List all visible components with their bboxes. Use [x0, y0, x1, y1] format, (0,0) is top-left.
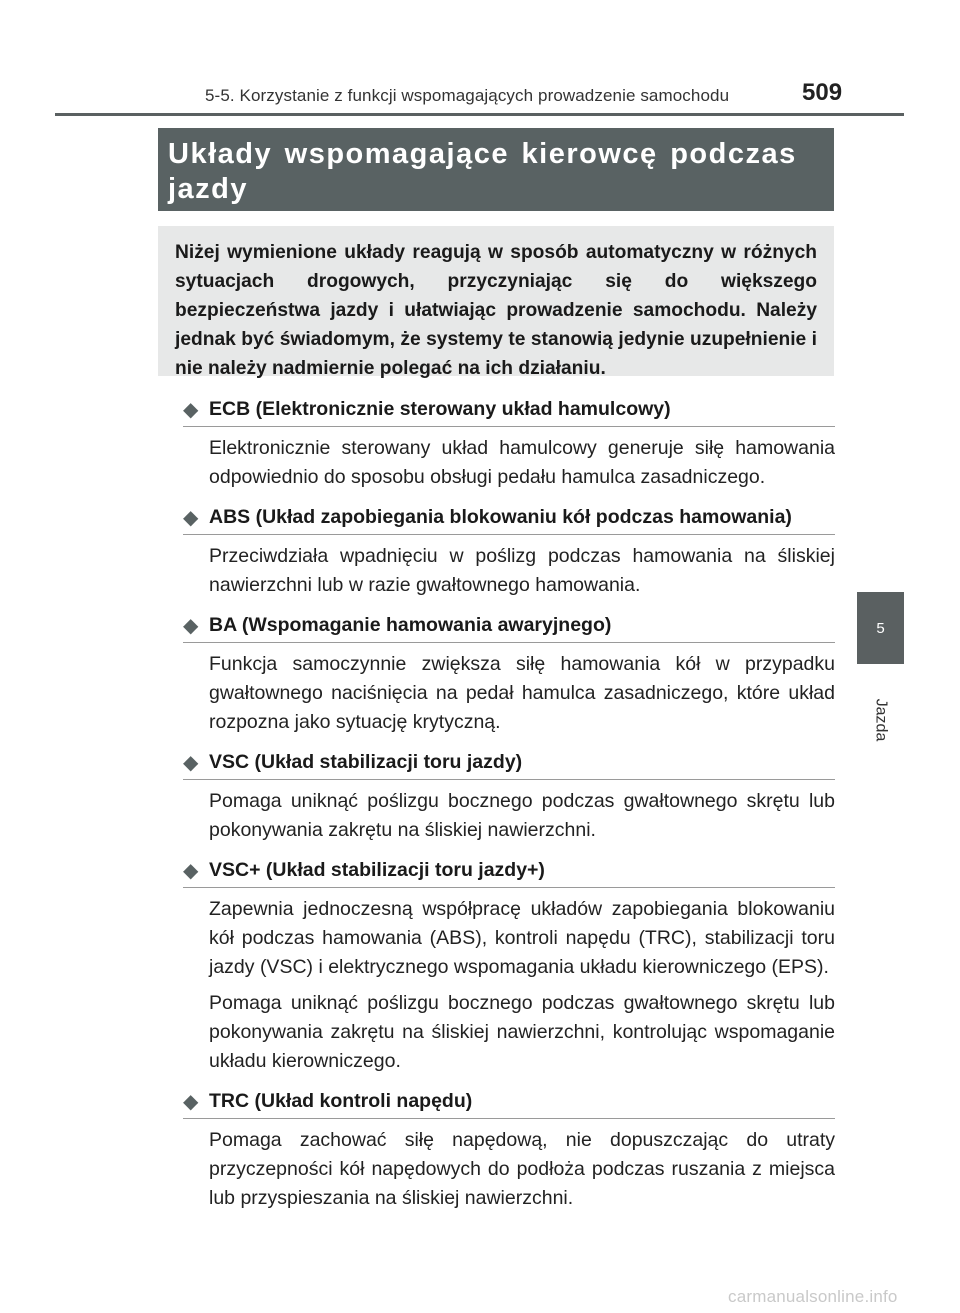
feature-paragraph: Przeciwdziała wpadnięciu w poślizg podczas hamowania na śliskiej nawierzchni lub w razie gwałtownego hamowania. [209, 545, 835, 596]
chapter-label [856, 690, 904, 750]
feature-heading-text: VSC+ (Układ stabilizacji toru jazdy+) [209, 858, 545, 881]
feature-heading [183, 745, 835, 780]
feature-item [183, 1084, 835, 1213]
feature-paragraph: Zapewnia jednoczesną współpracę układów zapobiegania blokowaniu kół podczas hamowania (ABS), kontroli napędu (TRC), stabilizacji toru jazdy (VSC) i elektrycznego wspomagania układu kierowniczego (EPS). [209, 898, 835, 978]
feature-item [183, 608, 835, 737]
page-number: 509 [802, 79, 843, 106]
intro-box [158, 226, 834, 379]
feature-item [183, 853, 835, 1076]
header-divider [55, 113, 904, 116]
chapter-number: 5 [876, 619, 885, 637]
feature-paragraph: Pomaga uniknąć poślizgu bocznego podczas gwałtownego skrętu lub pokonywania zakrętu na śliskiej nawierzchni. [209, 790, 835, 841]
feature-heading [183, 500, 835, 535]
feature-heading [183, 1084, 835, 1119]
feature-heading-text: ECB (Elektronicznie sterowany układ hamulcowy) [209, 397, 671, 420]
feature-paragraph: Pomaga uniknąć poślizgu bocznego podczas gwałtownego skrętu lub pokonywania zakrętu na śliskiej nawierzchni, kontrolując wspomaganie układu kierowniczego. [209, 992, 835, 1072]
page-title: Układy wspomagające kierowcę podczas jazdy [168, 138, 797, 205]
feature-body [209, 542, 835, 600]
feature-heading [183, 392, 835, 427]
diamond-icon: ◆ [183, 506, 199, 529]
watermark: carmanualsonline.info [728, 1287, 898, 1306]
intro-text: Niżej wymienione układy reagują w sposób automatyczny w różnych sytuacjach drogowych, przyczyniając się do większego bezpieczeństwa jazdy i ułatwiając prowadzenie samochodu. Należy jednak być świadomym, że systemy te stanowią jedynie uzupełnienie i nie należy nadmiernie polegać na ich działaniu. [175, 242, 817, 379]
diamond-icon: ◆ [183, 1090, 199, 1113]
title-box [158, 128, 834, 211]
feature-body [209, 787, 835, 845]
feature-body [209, 650, 835, 737]
feature-paragraph: Funkcja samoczynnie zwiększa siłę hamowania kół w przypadku gwałtownego naciśnięcia na pedał hamulca zasadniczego, które układ rozpozna jako sytuację krytyczną. [209, 653, 835, 733]
feature-heading-text: ABS (Układ zapobiegania blokowaniu kół podczas hamowania) [209, 505, 792, 528]
feature-heading-text: BA (Wspomaganie hamowania awaryjnego) [209, 613, 612, 636]
feature-item [183, 392, 835, 492]
feature-body [209, 1126, 835, 1213]
diamond-icon: ◆ [183, 859, 199, 882]
feature-body [209, 434, 835, 492]
diamond-icon: ◆ [183, 614, 199, 637]
chapter-tab [857, 592, 904, 664]
feature-body [209, 895, 835, 1076]
diamond-icon: ◆ [183, 398, 199, 421]
feature-paragraph: Pomaga zachować siłę napędową, nie dopuszczając do utraty przyczepności kół napędowych do podłoża podczas ruszania z miejsca lub przyspieszania na śliskiej nawierzchni. [209, 1129, 835, 1209]
feature-heading-text: VSC (Układ stabilizacji toru jazdy) [209, 750, 523, 773]
feature-item [183, 745, 835, 845]
feature-heading-text: TRC (Układ kontroli napędu) [209, 1089, 473, 1112]
feature-heading [183, 853, 835, 888]
content [183, 392, 835, 1221]
feature-paragraph: Elektronicznie sterowany układ hamulcowy generuje siłę hamowania odpowiednio do sposobu obsługi pedału hamulca zasadniczego. [209, 437, 835, 488]
header-section-title: 5-5. Korzystanie z funkcji wspomagających prowadzenie samochodu [205, 86, 730, 105]
chapter-label-text: Jazda [871, 698, 889, 742]
diamond-icon: ◆ [183, 751, 199, 774]
feature-item [183, 500, 835, 600]
feature-heading [183, 608, 835, 643]
